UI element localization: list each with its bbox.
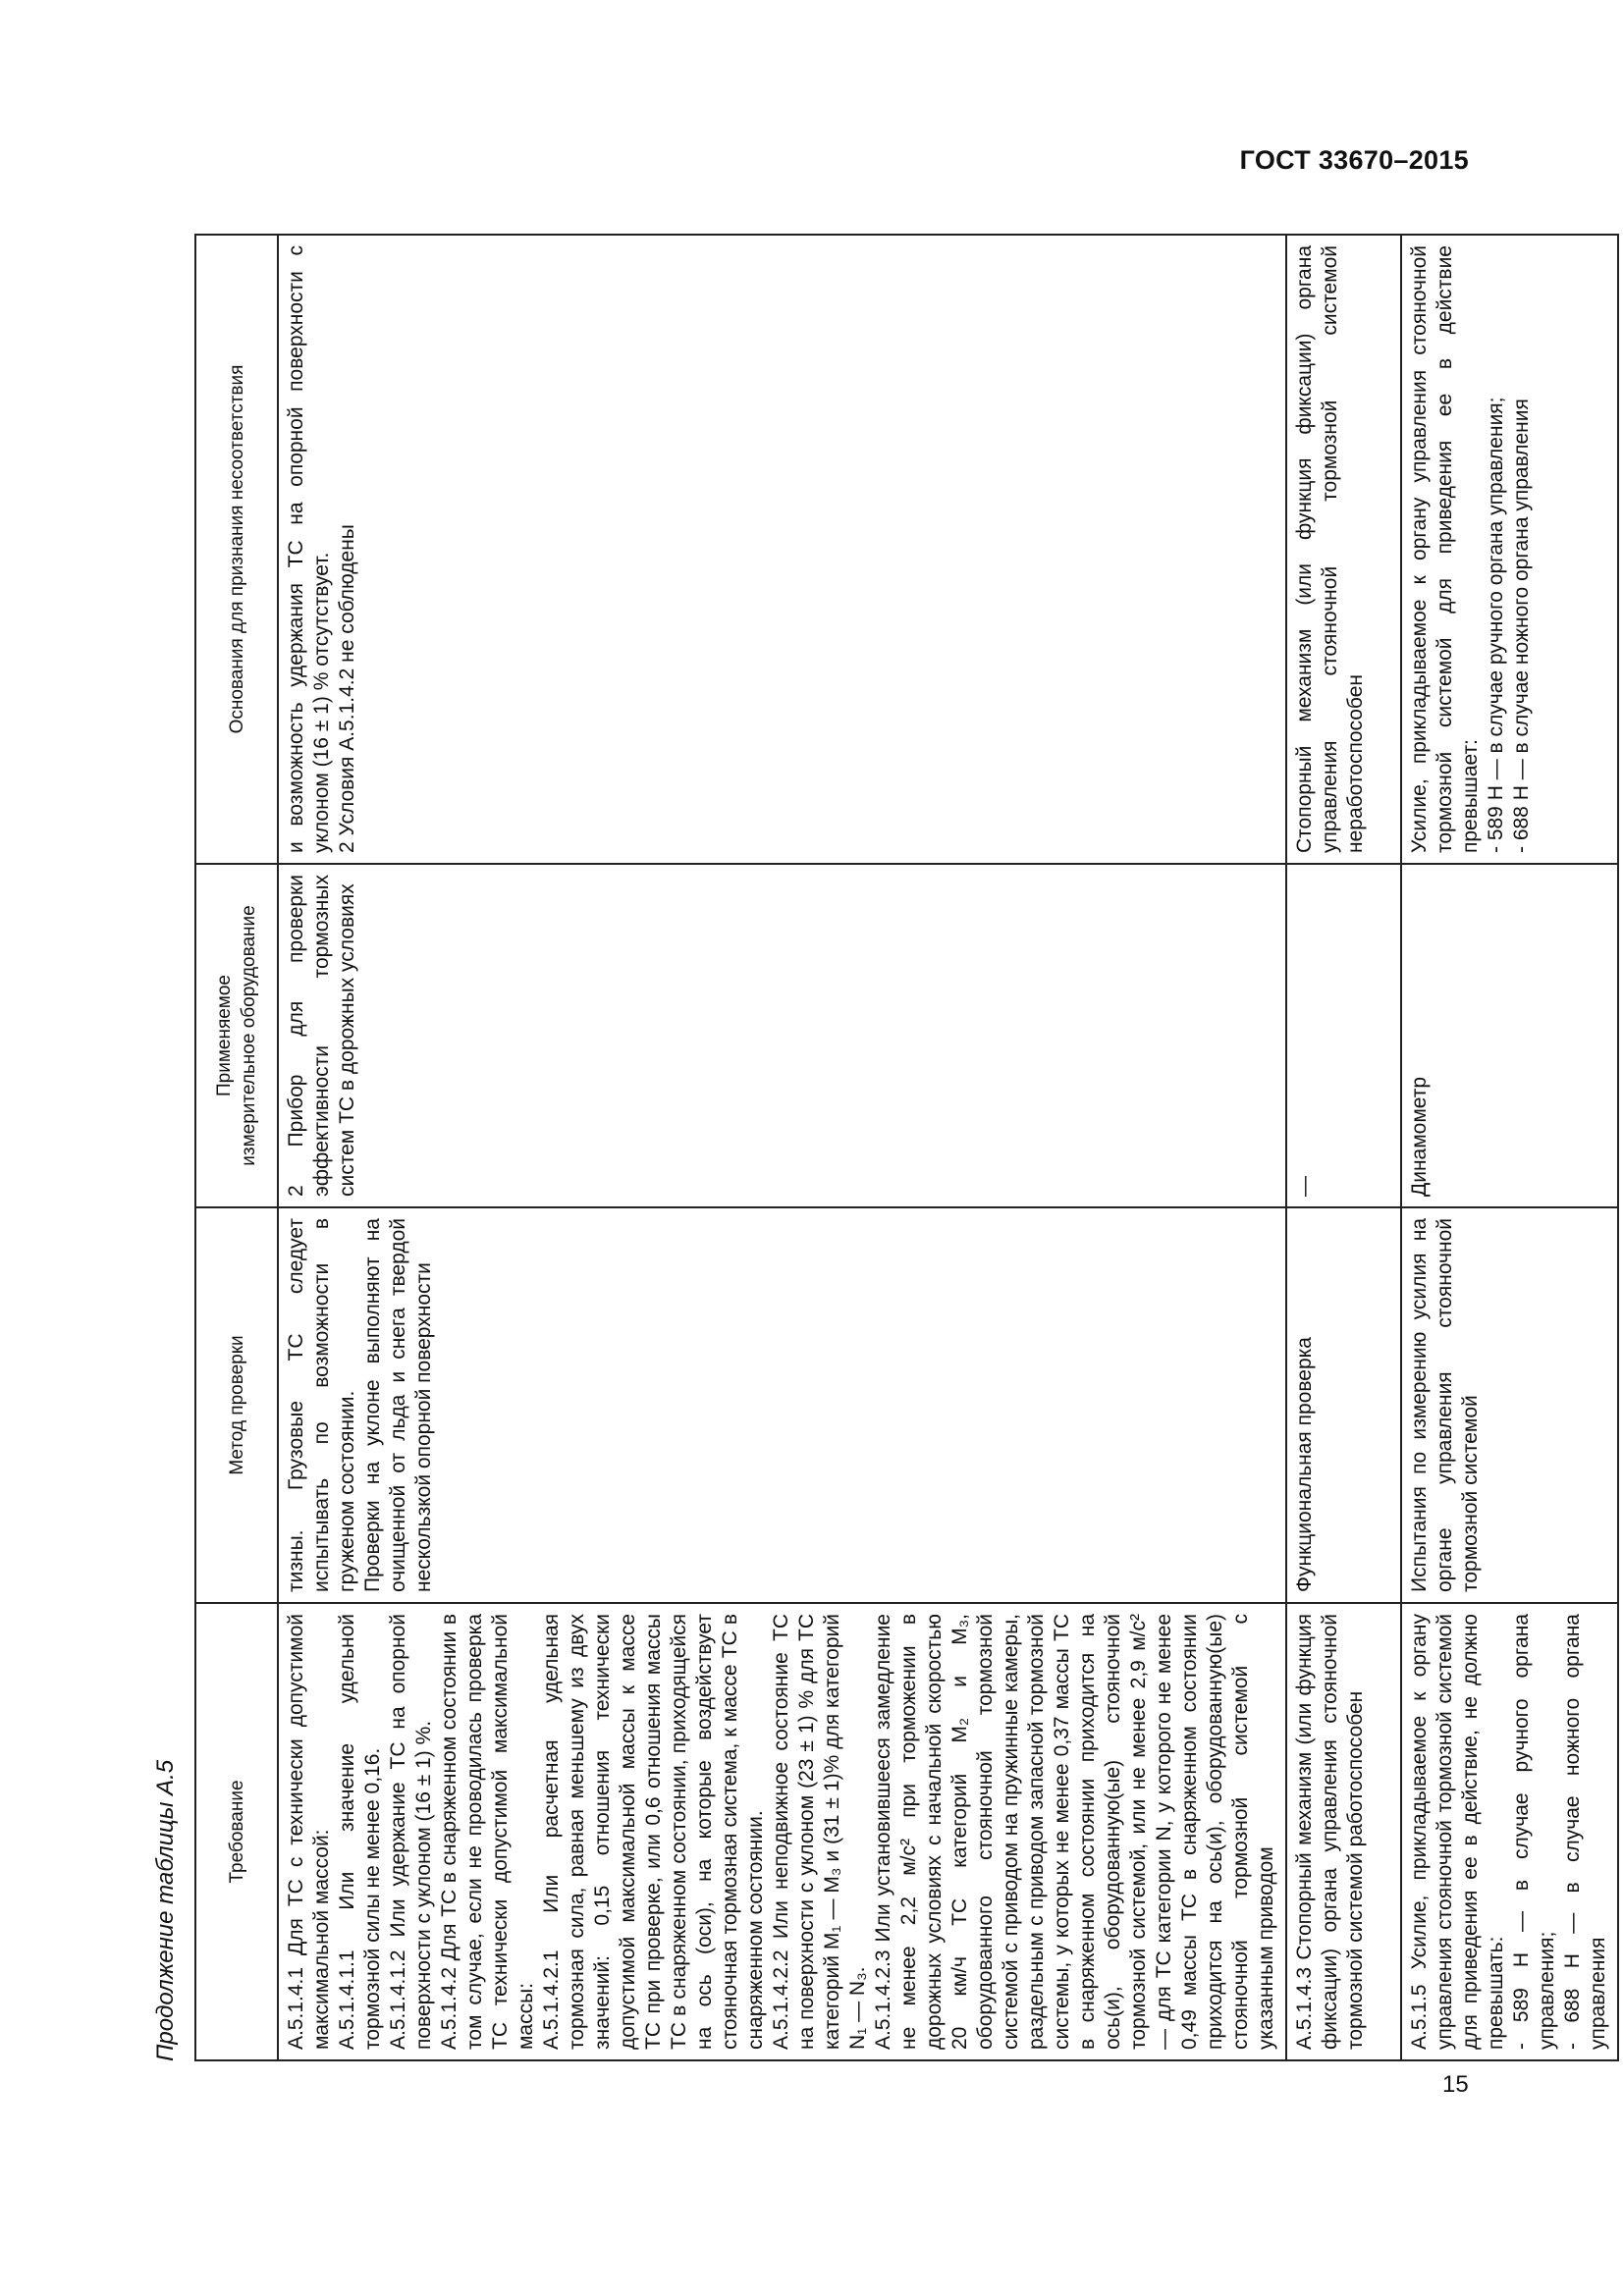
requirement-cell: А.5.1.4.1 Для ТС с технически допустимой максимальной массой: А.5.1.4.1.1 Или значение удельной тормозной силы не менее 0,16. А.5.1.4.1.2 Или удержание ТС на опорной поверхности с уклоном (16 ± 1) %. А.5.1.4.2 Для ТС в снаряженном состоянии в том случае, если не проводилась проверка ТС технически допустимой максимальной массы: А.5.1.4.2.1 Или расчетная удельная тормозная сила, равная меньшему из двух значений: 0,15 отношения технически допустимой максимальной массы к массе ТС при проверке, или 0,6 отношения массы ТС в снаряженном состоянии, приходящейся на ось (оси), на которые воздействует стояночная тормозная система, к массе ТС в снаряженном состоянии. А.5.1.4.2.2 Или неподвижное состояние ТС на поверхности с уклоном (23 ± 1) % для ТС категорий М₁ — М₃ и (31 ± 1)% для категорий N₁ — N₃. А.5.1.4.2.3 Или установившееся замедление не менее 2,2 м/с² при торможении в дорожных условиях с начальной скоростью 20 км/ч ТС категорий М₂ и М₃, оборудованного стояночной тормозной системой с приводом на пружинные камеры, раздельным с приводом запасной тормозной системы, у которых не менее 0,37 массы ТС в снаряженном состоянии приходится на ось(и), оборудованную(ые) стояночной тормозной системой, или не менее 2,9 м/с² — для ТС категории N, у которого не менее 0,49 массы ТС в снаряженном состоянии приходится на ось(и), оборудованную(ые) стояночной тормозной системой с указанным приводом — [278, 1603, 1286, 2060]
table-row — [1401, 235, 1618, 2060]
equipment-cell: — — [1286, 864, 1401, 1207]
table-row — [1286, 235, 1401, 2060]
table-caption: Продолжение таблицы А.5 — [152, 1759, 179, 2061]
column-header-requirement: Требование — [195, 1603, 278, 2060]
grounds-cell: Стопорный механизм (или функция фиксации) органа управления стояночной тормозной системой неработоспособен — [1286, 235, 1401, 864]
column-header-method: Метод проверки — [195, 1207, 278, 1603]
table-row — [278, 235, 1286, 2060]
method-cell: Испытания по измерению усилия на органе управления стояночной тормозной системой — [1401, 1207, 1618, 1603]
grounds-cell: Усилие, прикладываемое к органу управления стояночной тормозной системой для приведения ее в действие превышает: - 589 Н — в случае ручного органа управления; - 688 Н — в случае ножного органа управления — [1401, 235, 1618, 864]
method-cell: Функциональная проверка — [1286, 1207, 1401, 1603]
requirements-table — [194, 234, 1619, 2061]
requirement-cell: А.5.1.5 Усилие, прикладываемое к органу управления стояночной тормозной системой для приведения ее в действие, не должно превышать: - 589 Н — в случае ручного органа управления; - 688 Н — в случае ножного органа управления — [1401, 1603, 1618, 2060]
column-header-equipment: Применяемое измерительное оборудование — [195, 864, 278, 1207]
column-header-grounds: Основания для признания несоответствия — [195, 235, 278, 864]
rotated-table-block — [152, 236, 1609, 2061]
equipment-cell: 2 Прибор для проверки эффективности тормозных систем ТС в дорожных условиях — [278, 864, 1286, 1207]
table-header-row — [195, 235, 278, 2060]
method-cell: тизны. Грузовые ТС следует испытывать по возможности в груженом состоянии. Проверки на уклоне выполняют на очищенной от льда и снега твердой нескользкой опорной поверхности — [278, 1207, 1286, 1603]
document-code: ГОСТ 33670–2015 — [1239, 145, 1469, 175]
grounds-cell: и возможность удержания ТС на опорной поверхности с уклоном (16 ± 1) % отсутствует. 2 Условия А.5.1.4.2 не соблюдены — [278, 235, 1286, 864]
page-number: 15 — [1442, 2071, 1469, 2098]
requirement-cell: А.5.1.4.3 Стопорный механизм (или функция фиксации) органа управления стояночной тормозной системой работоспособен — [1286, 1603, 1401, 2060]
equipment-cell: Динамометр — [1401, 864, 1618, 1207]
